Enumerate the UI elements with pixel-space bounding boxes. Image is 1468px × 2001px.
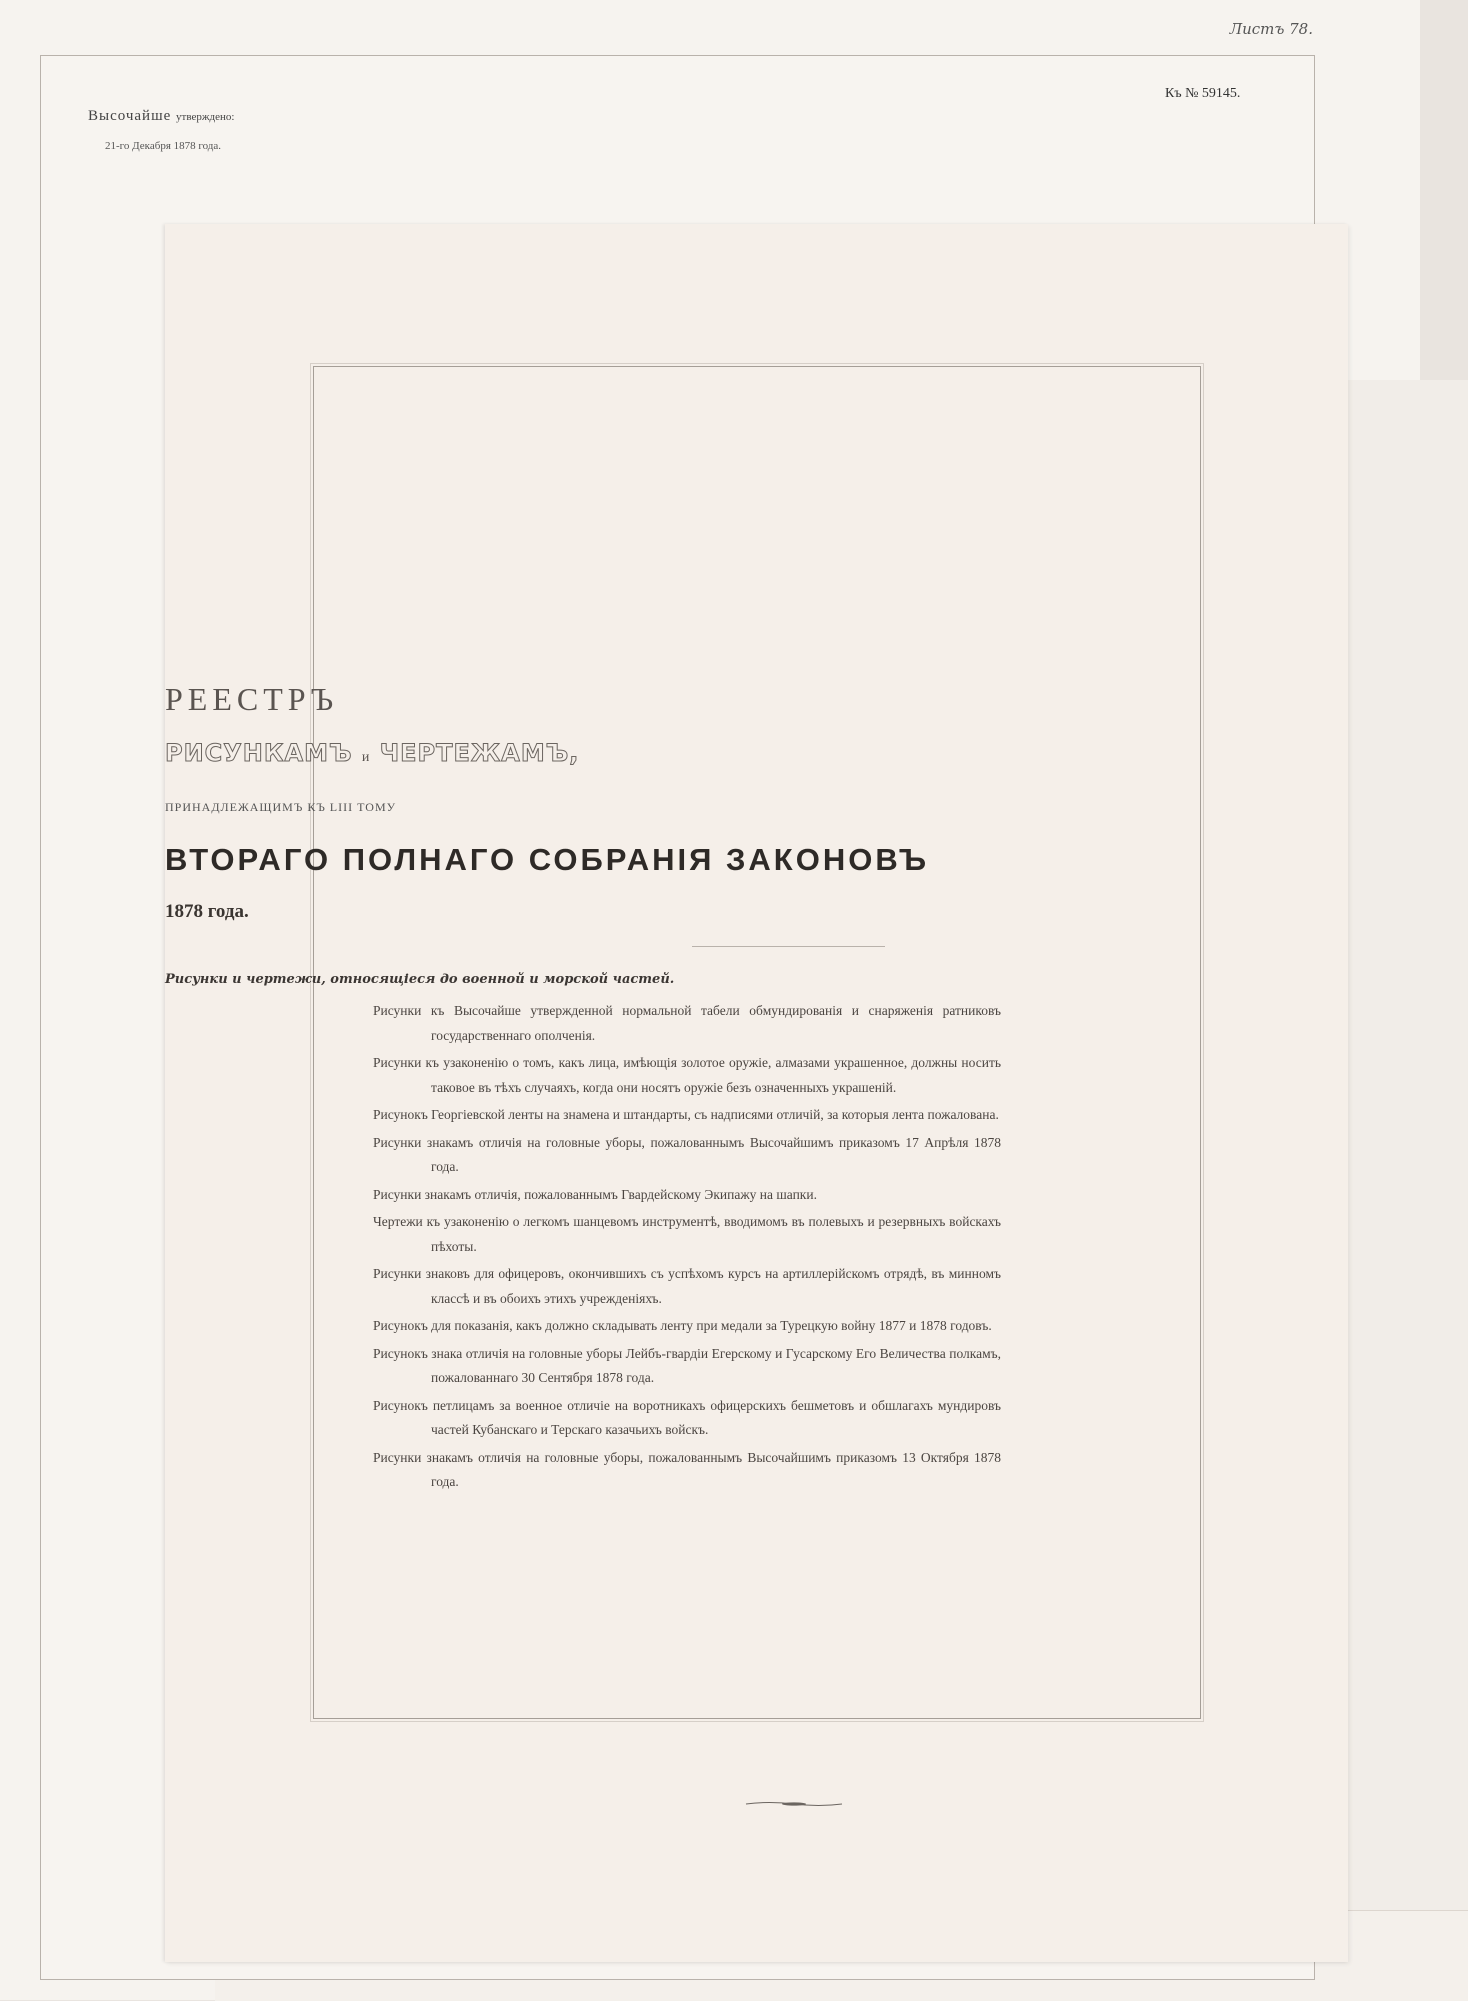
list-item: Рисунки знакамъ отличія на головные уборы, пожалованнымъ Высочайшимъ приказомъ 17 Апрѣля 1878 года. xyxy=(373,1134,1001,1174)
list-item: Рисунокъ Георгіевской ленты на знамена и штандарты, съ надписями отличій, за которыя лента пожалована. xyxy=(373,1107,999,1122)
list-item: Рисунки къ узаконенію о томъ, какъ лица, имѣющія золотое оружіе, алмазами украшенное, должны носить таковое въ тѣхъ случаяхъ, когда они носятъ оружіе безъ означенныхъ украшеній. xyxy=(373,1055,1001,1095)
entries-list xyxy=(373,999,1001,1498)
list-item: Рисунки знакамъ отличія на головные уборы, пожалованнымъ Высочайшимъ приказомъ 13 Октября 1878 года. xyxy=(373,1449,1001,1489)
approval-date: 21-го Декабря 1878 года. xyxy=(105,140,222,152)
approval-title-small: утверждено: xyxy=(176,111,235,123)
document-title: РЕЕСТРЪ xyxy=(165,681,339,717)
drawings-word-2: ЧЕРТЕЖАМЪ, xyxy=(379,739,580,767)
sheet-number: Листъ 78. xyxy=(1229,20,1313,38)
front-sheet xyxy=(165,224,1348,1962)
list-item: Рисунки знакамъ отличія, пожалованнымъ Гвардейскому Экипажу на шапки. xyxy=(373,1186,817,1202)
belonging-line: ПРИНАДЛЕЖАЩИМЪ КЪ LIII ТОМУ xyxy=(165,800,397,814)
list-item: Рисунки къ Высочайше утвержденной нормальной табели обмундированія и снаряженія ратниковъ государственнаго ополченія. xyxy=(373,1003,1001,1043)
drawings-word-1: РИСУНКАМЪ xyxy=(165,739,353,767)
drawings-and: и xyxy=(361,750,371,765)
drawings-heading xyxy=(165,739,1348,767)
end-ornament-icon xyxy=(744,1799,844,1809)
reference-number: Къ № 59145. xyxy=(1165,86,1241,101)
collection-title: ВТОРАГО ПОЛНАГО СОБРАНІЯ ЗАКОНОВЪ xyxy=(165,842,930,877)
list-item: Чертежи къ узаконенію о легкомъ шанцевомъ инструментѣ, вводимомъ въ полевыхъ и резервныхъ войскахъ пѣхоты. xyxy=(373,1214,1001,1254)
section-title: Рисунки и чертежи, относящіеся до военной и морской частей. xyxy=(165,972,675,987)
list-item: Рисунокъ знака отличія на головные уборы Лейбъ-гвардіи Егерскому и Гусарскому Его Величества полкамъ, пожалованнаго 30 Сентября 1878 года. xyxy=(373,1345,1001,1385)
year-line: 1878 года. xyxy=(165,901,249,922)
approval-title-big: Высочайше xyxy=(88,108,172,124)
list-item: Рисунки знаковъ для офицеровъ, окончившихъ съ успѣхомъ курсъ на артиллерійскомъ отрядѣ, въ минномъ классѣ и въ обоихъ этихъ учрежденіяхъ. xyxy=(373,1266,1001,1306)
list-item: Рисунокъ для показанія, какъ должно складывать ленту при медали за Турецкую войну 1877 и 1878 годовъ. xyxy=(373,1318,992,1333)
approval-title xyxy=(88,108,234,125)
divider-rule xyxy=(692,946,885,947)
list-item: Рисунокъ петлицамъ за военное отличіе на воротникахъ офицерскихъ бешметовъ и обшлагахъ мундировъ частей Кубанскаго и Терскаго казачьихъ войскъ. xyxy=(373,1397,1001,1437)
